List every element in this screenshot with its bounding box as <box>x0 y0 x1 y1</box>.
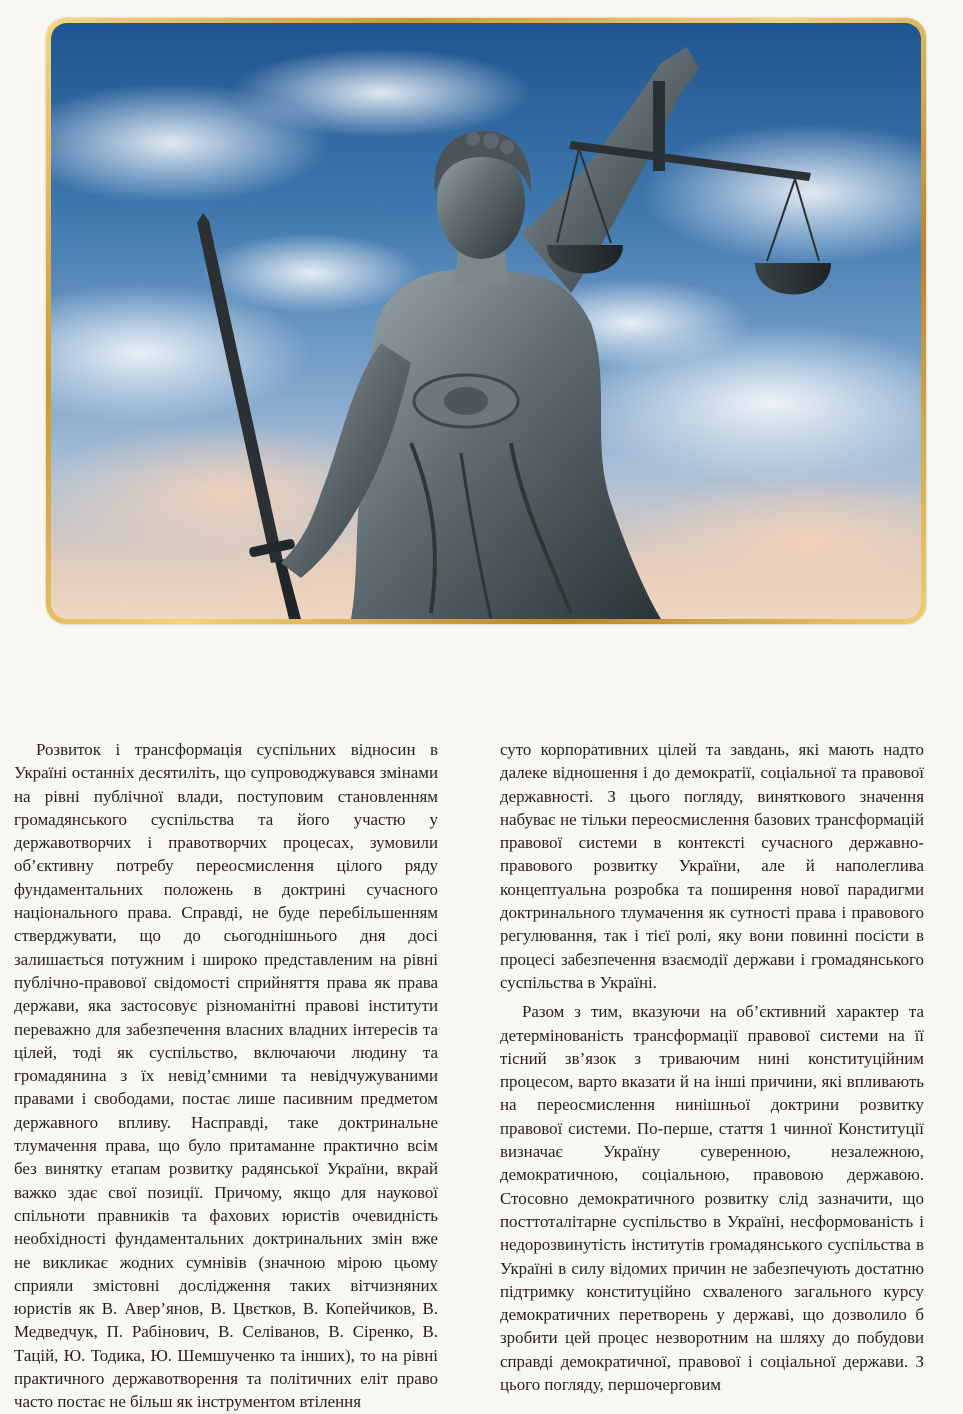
text-column-right <box>500 738 924 1396</box>
paragraph: суто корпоративних цілей та завдань, які мають надто далеке відношення і до демократії, соціальної та правової державності. З цього погляду, виняткового значення набуває не тільки переосмислення базових трансформацій правової системи в контексті сучасного державно-правового розвитку України, але й наполеглива концептуальна розробка та поширення нової парадигми доктринального тлумачення як сутності права і правового регулювання, так і тієї ролі, яку вони повинні посісти в процесі забезпечення взаємодії держави і громадянського суспільства в Україні. <box>500 740 924 992</box>
text-column-left <box>14 738 438 1414</box>
paragraph: Розвиток і трансформація суспільних відносин в Україні останніх десятиліть, що супроводжувався змінами на рівні публічної влади, поступовим становленням громадянського суспільства та його участю у державотворчих і правотворчих процесах, зумовили об’єктивну потребу переосмислення цілого ряду фундаментальних положень в доктрині сучасного національного права. Справді, не буде перебільшенням стверджувати, що до сьогоднішнього дня досі залишається потужним і широко представленим на рівні публічно-правової свідомості сприйняття права як права держави, яка застосовує різноманітні правові інститути переважно для забезпечення власних владних інтересів та цілей, тоді як суспільство, включаючи людину та громадянина з їх невід’ємними та невідчужуваними правами і свободами, постає лише пасивним предметом державного впливу. Насправді, таке доктринальне тлумачення права, що було притаманне практично всім без винятку етапам розвитку радянської України, вкрай важко здає свої позиції. Причому, якщо для наукової спільноти правників та фахових юристів очевидність необхідності фундаментальних доктринальних змін вже не викликає жодних сумнівів (значною мірою цьому сприяли змістовні дослідження таких вітчизняних юристів як В. Авер’янов, В. Цвєтков, В. Копейчиков, В. Медведчук, П. Рабінович, В. Селіванов, В. Сіренко, В. Тацій, Ю. Тодика, Ю. Шемшученко та інших), то на рівні практичного державотворення та політичних еліт право часто постає не більш як інструментом втілення <box>14 740 438 1412</box>
paragraph: Разом з тим, вказуючи на об’єктивний характер та детермінованість трансформації правової системи на її тісний зв’язок з триваючим нині конституційним процесом, варто вказати й на інші причини, які впливають на переосмислення нинішньої доктрини розвитку правової системи. По-перше, стаття 1 чинної Конституції визначає Україну суверенною, незалежною, демократичною, соціальною, правовою державою. Стосовно демократичного розвитку слід зазначити, що посттоталітарне суспільство в Україні, несформованість і недорозвинутість інститутів громадянського суспільства в Україні в силу відомих причин не забезпечують достатню підтримку конституційно схваленого загального курсу демократичних перетворень у державі, що дозволило б зробити цей процес незворотним на шляху до побудови справді демократичної, правової і соціальної держави. З цього погляду, першочерговим <box>500 1002 924 1395</box>
themis-statue-photo <box>51 23 921 619</box>
photo-frame <box>46 18 926 624</box>
themis-illustration <box>51 23 921 619</box>
